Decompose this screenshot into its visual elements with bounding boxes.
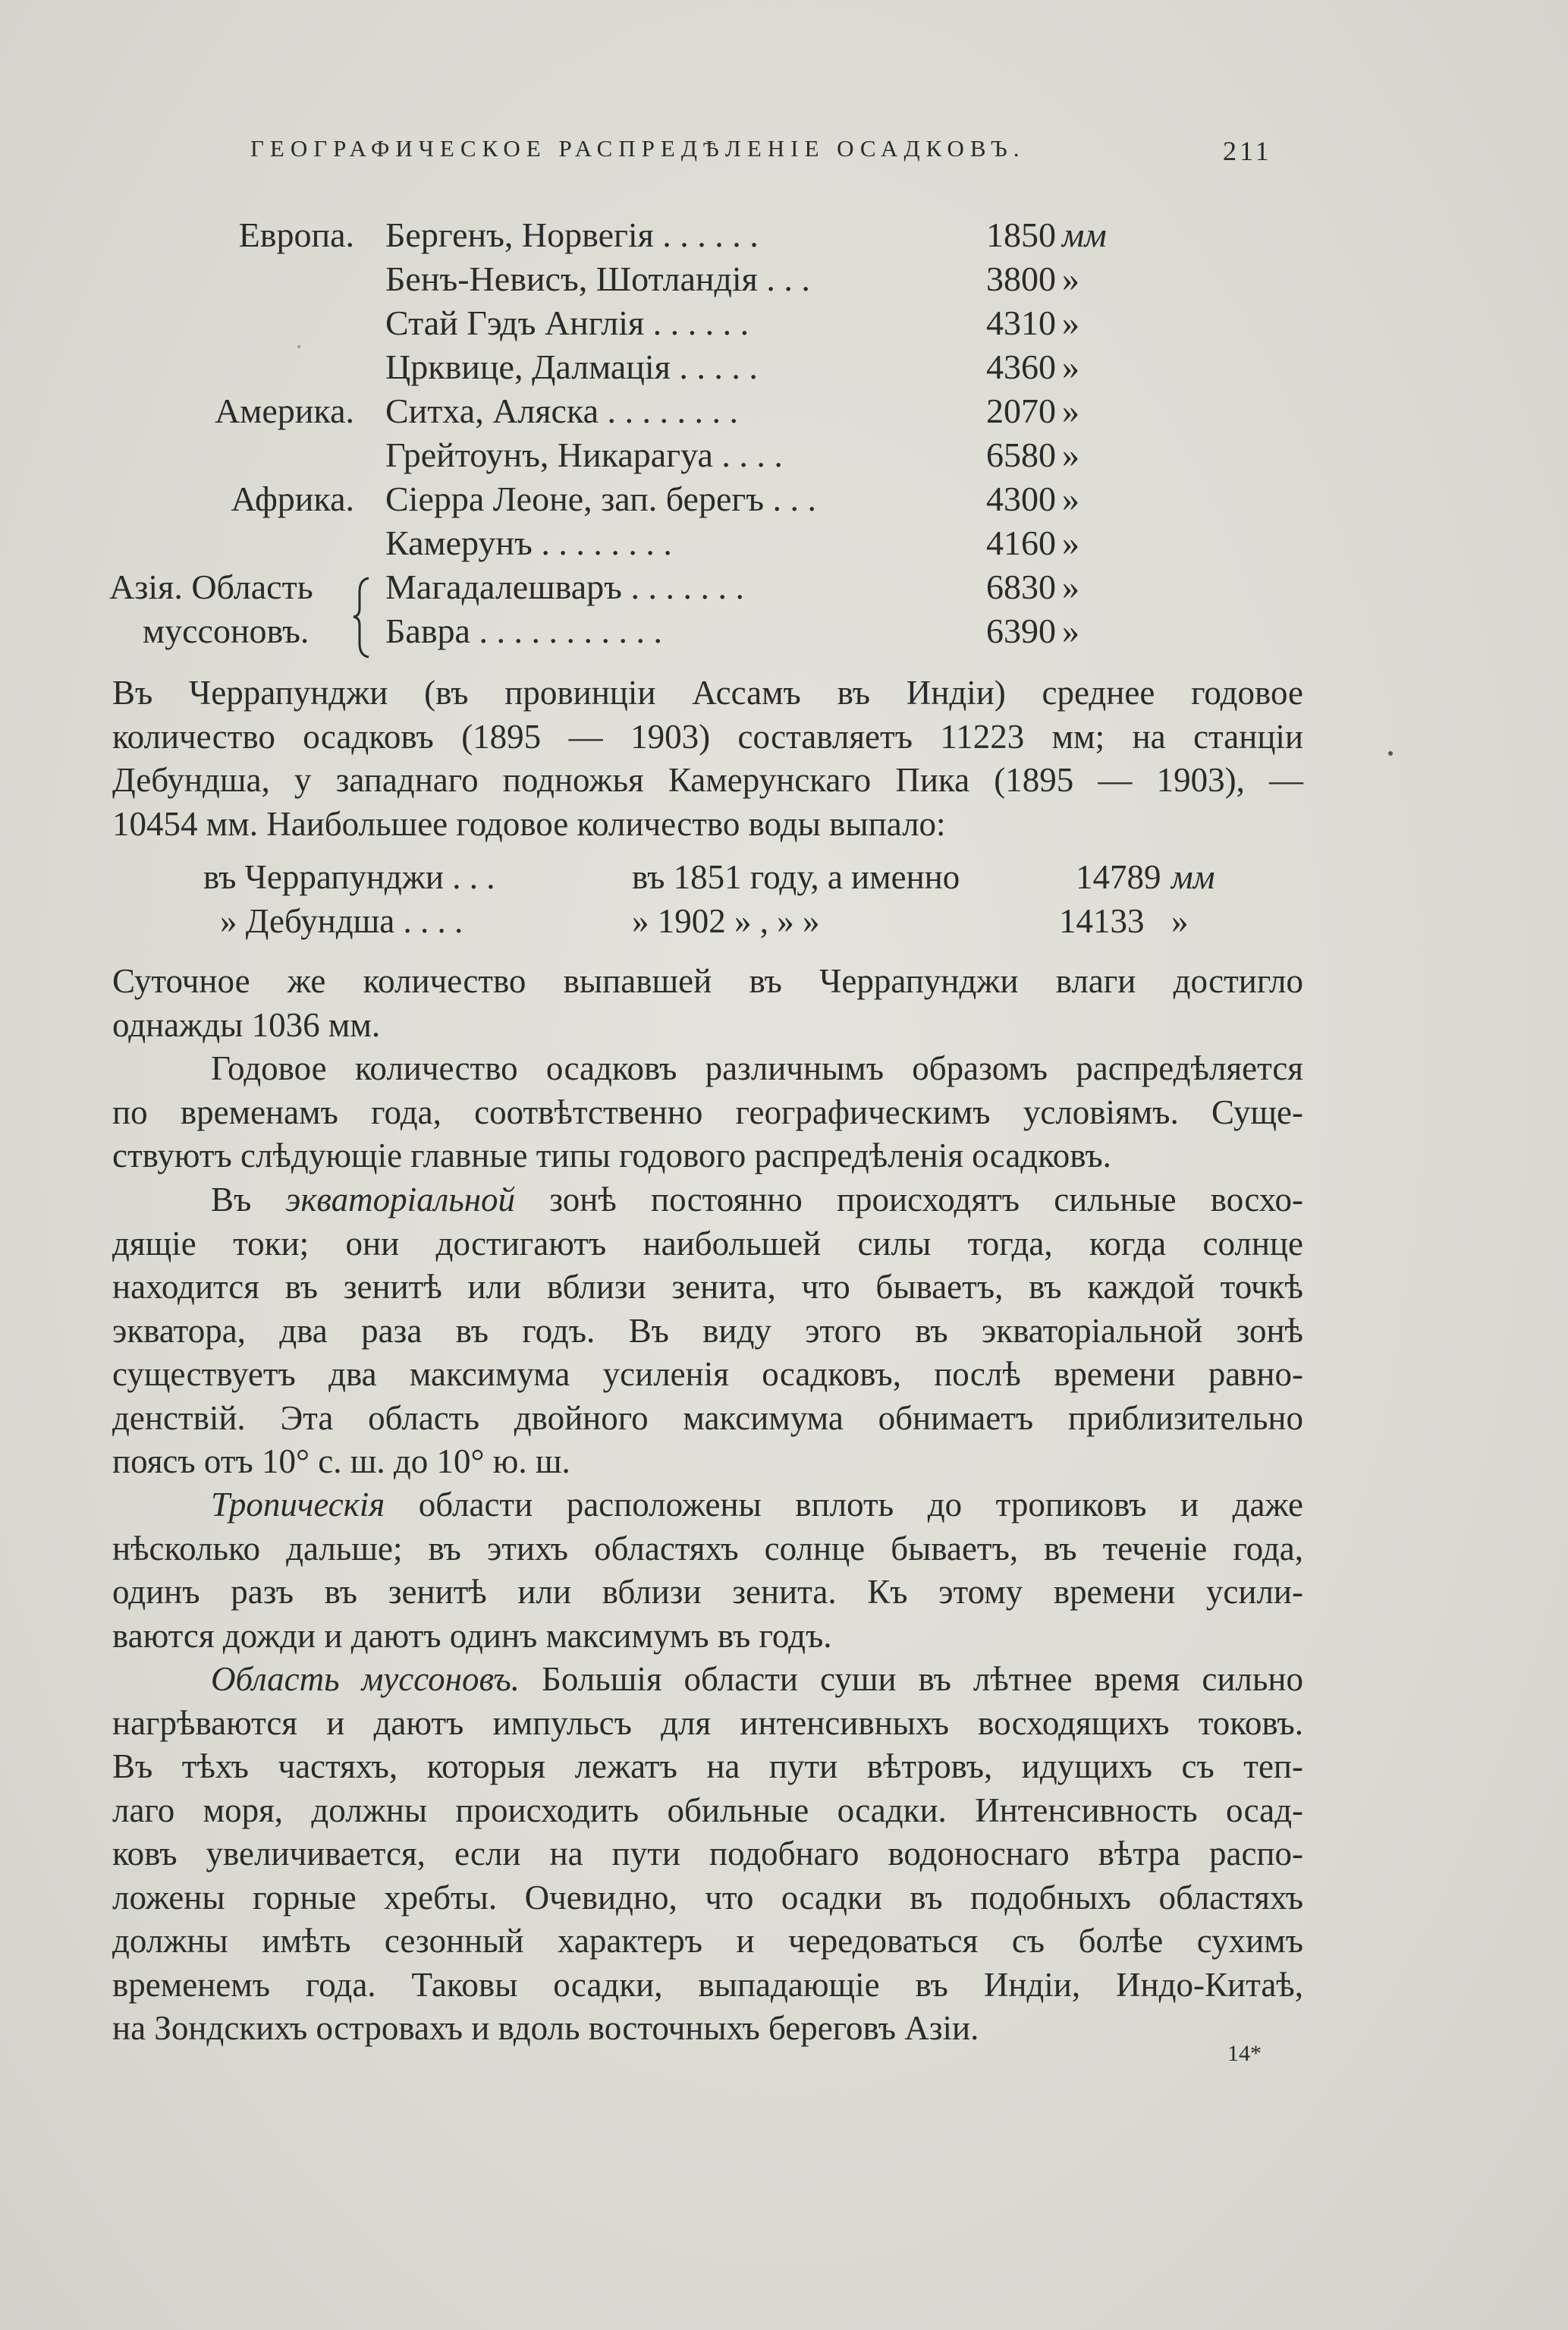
text-line: лаго моря, должны происходить обильные осадки. Интенсивность осад- (112, 1791, 1303, 1829)
station-name: Сіерра Леоне, зап. берегъ . . . (385, 480, 817, 518)
text-line: Въ тѣхъ частяхъ, которыя лежатъ на пути вѣтровъ, идущихъ съ теп- (112, 1747, 1303, 1785)
region-label: Африка. (231, 480, 354, 518)
record-value: 14133 (1059, 902, 1145, 940)
station-name: Грейтоунъ, Никарагуа . . . . (385, 435, 783, 474)
table-row (0, 391, 1568, 435)
text-line: Тропическія области расположены вплоть до тропиковъ и даже (211, 1486, 1303, 1523)
precip-value: 4360 » (986, 347, 1079, 386)
monsoon-region-label-2: муссоновъ. (143, 612, 310, 650)
printer-signature: 14* (1227, 2041, 1262, 2066)
curly-brace-icon (350, 575, 373, 659)
station-name: Црквице, Далмація . . . . . (385, 347, 758, 386)
station-name: Ситха, Аляска . . . . . . . . (385, 391, 739, 430)
text-line: на Зондскихъ островахъ и вдоль восточныхъ береговъ Азіи. (112, 2009, 979, 2047)
record-station: въ Черрапунджи . . . (203, 858, 495, 896)
text-line: Въ Черрапунджи (въ провинціи Ассамъ въ Индіи) среднее годовое (112, 674, 1303, 712)
precip-value: 2070 » (986, 391, 1079, 430)
paper-speck (1388, 751, 1393, 756)
text-line: ваются дожди и даютъ одинъ максимумъ въ годъ. (112, 1616, 832, 1655)
text-line: денствій. Эта область двойного максимума обнимаетъ приблизительно (112, 1398, 1303, 1437)
running-header (250, 135, 1297, 166)
text-line: временемъ года. Таковы осадки, выпадающіе въ Индіи, Индо-Китаѣ, (112, 1965, 1303, 2004)
text-line: Суточное же количество выпавшей въ Черрапунджи влаги достигло (112, 962, 1303, 1000)
text-line: ствуютъ слѣдующіе главные типы годового распредѣленія осадковъ. (112, 1137, 1111, 1174)
precip-value: 6830 » (986, 568, 1079, 606)
station-name: Магадалешваръ . . . . . . . (385, 568, 744, 606)
paragraph-daily-max (112, 960, 1303, 1047)
text-line: Годовое количество осадковъ различнымъ образомъ распредѣляется (211, 1049, 1303, 1087)
station-name: Стай Гэдъ Англія . . . . . . (385, 303, 749, 342)
paragraph-cherrapunji (112, 671, 1303, 846)
text-line: дящіе токи; они достигаютъ наибольшей силы тогда, когда солнце (112, 1224, 1303, 1262)
text-line: 10454 мм. Наибольшее годовое количество воды выпало: (112, 804, 946, 843)
precip-value: 4300 » (986, 480, 1079, 518)
text-line: по временамъ года, соотвѣтственно географическимъ условіямъ. Суще- (112, 1093, 1303, 1131)
table-row (0, 523, 1568, 567)
record-year: » 1902 » , » » (632, 902, 820, 940)
station-name: Бергенъ, Норвегія . . . . . . (385, 215, 759, 254)
text-line: Область муссоновъ. Большія области суши въ лѣтнее время сильно (211, 1660, 1303, 1698)
paragraph-tropical (112, 1483, 1303, 1658)
table-row (0, 347, 1568, 391)
paragraph-equatorial (112, 1178, 1303, 1484)
paper-speck (297, 345, 300, 348)
text-line: экватора, два раза въ годъ. Въ виду этого въ экваторіальной зонѣ (112, 1311, 1303, 1350)
station-name: Бенъ-Невисъ, Шотландія . . . (385, 259, 810, 298)
text-line: однажды 1036 мм. (112, 1005, 381, 1044)
text-line: количество осадковъ (1895 — 1903) составляетъ 11223 мм; на станціи (112, 717, 1303, 756)
precip-value: 4310 » (986, 303, 1079, 342)
table-row (0, 215, 1568, 259)
text-line: должны имѣть сезонный характеръ и чередоваться съ болѣе сухимъ (112, 1922, 1303, 1960)
table-row (0, 259, 1568, 303)
record-year: въ 1851 году, а именно (632, 858, 960, 896)
text-line: поясъ отъ 10° с. ш. до 10° ю. ш. (112, 1442, 570, 1480)
page-number: 211 (1223, 136, 1272, 166)
text-line: ковъ увеличивается, если на пути подобнаго водоноснаго вѣтра распо- (112, 1835, 1303, 1872)
rain-record-row (0, 901, 1568, 945)
record-station: » Дебундша . . . . (220, 902, 463, 940)
text-line: нагрѣваются и даютъ импульсъ для интенсивныхъ восходящихъ токовъ. (112, 1703, 1303, 1742)
rain-record-row (0, 857, 1568, 901)
table-row (0, 435, 1568, 479)
text-line: одинъ разъ въ зенитѣ или вблизи зенита. Къ этому времени усили- (112, 1573, 1303, 1611)
precip-value: 3800 » (986, 259, 1079, 298)
precip-value: 4160 » (986, 524, 1079, 562)
text-line: нѣсколько дальше; въ этихъ областяхъ солнце бываетъ, въ теченіе года, (112, 1529, 1303, 1567)
record-unit: мм (1171, 858, 1215, 896)
table-row (0, 303, 1568, 347)
monsoon-region-label: Азія. Область (109, 568, 313, 606)
precip-value: 1850 мм (986, 215, 1107, 254)
header-title: ГЕОГРАФИЧЕСКОЕ РАСПРЕДѢЛЕНІЕ ОСАДКОВЪ. (250, 135, 1026, 162)
table-row (0, 479, 1568, 523)
text-line: находится въ зенитѣ или вблизи зенита, что бываетъ, въ каждой точкѣ (112, 1268, 1303, 1306)
region-label: Европа. (238, 215, 354, 254)
text-line: Дебундша, у западнаго подножья Камерунскаго Пика (1895 — 1903), — (112, 761, 1303, 799)
record-value: 14789 (1076, 858, 1161, 896)
precip-value: 6390 » (986, 612, 1079, 650)
station-name: Камерунъ . . . . . . . . (385, 524, 672, 562)
record-unit: » (1171, 902, 1189, 940)
precip-value: 6580 » (986, 435, 1079, 474)
station-name: Бавра . . . . . . . . . . . (385, 612, 662, 650)
text-line: существуетъ два максимума усиленія осадковъ, послѣ времени равно- (112, 1355, 1303, 1393)
text-line: Въ экваторіальной зонѣ постоянно происходятъ сильные восхо- (211, 1181, 1303, 1218)
region-label: Америка. (215, 391, 354, 430)
paragraph-annual-types (112, 1047, 1303, 1178)
paragraph-monsoon (112, 1658, 1303, 2051)
text-line: ложены горные хребты. Очевидно, что осадки въ подобныхъ областяхъ (112, 1878, 1303, 1917)
